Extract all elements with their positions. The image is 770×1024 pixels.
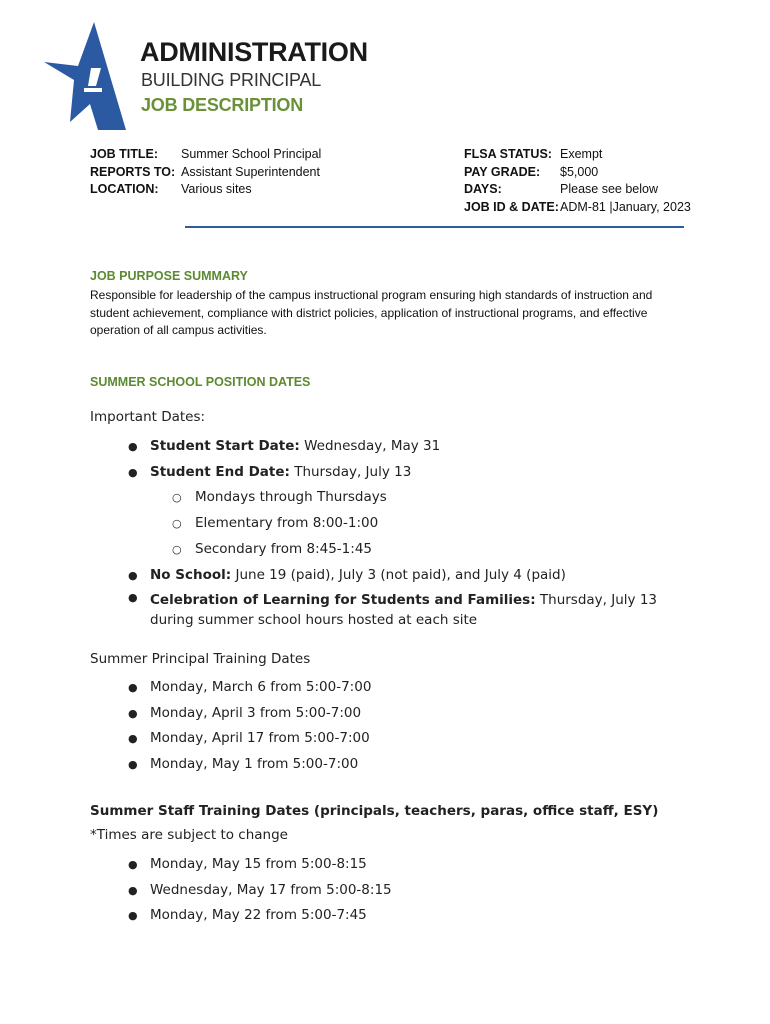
header-title: ADMINISTRATION xyxy=(140,37,368,67)
list-item: ● Monday, March 6 from 5:00-7:00 xyxy=(90,675,690,701)
meta-row-job-title xyxy=(90,146,321,164)
list-item xyxy=(90,563,690,589)
item-value: Wednesday, May 31 xyxy=(299,438,441,454)
meta-value: Summer School Principal xyxy=(181,147,322,161)
list-item: ● Monday, April 17 from 5:00-7:00 xyxy=(90,726,690,752)
principal-training-list xyxy=(90,675,690,778)
list-item: ● Monday, May 15 from 5:00-8:15 xyxy=(90,852,690,878)
position-dates-heading: SUMMER SCHOOL POSITION DATES xyxy=(90,375,311,389)
meta-value: Various sites xyxy=(181,182,252,196)
principal-training-heading: Summer Principal Training Dates xyxy=(90,651,311,667)
meta-value: Assistant Superintendent xyxy=(181,164,320,179)
purpose-text: Responsible for leadership of the campus instructional program ensuring high standards of instruction and student achievement, compliance with district policies, application of instructional programs, and effective operation of all campus activities. xyxy=(90,288,653,337)
star-logo-icon xyxy=(44,22,130,132)
purpose-heading: JOB PURPOSE SUMMARY xyxy=(90,269,248,283)
meta-label: JOB ID & DATE: xyxy=(464,199,559,214)
item-value: Thursday, July 13 during summer school hours hosted at each site xyxy=(150,592,658,628)
list-item: ● Monday, May 1 from 5:00-7:00 xyxy=(90,752,690,778)
meta-label: LOCATION: xyxy=(90,182,159,196)
staff-training-list xyxy=(90,852,690,929)
list-item xyxy=(90,460,690,486)
list-item xyxy=(90,434,690,460)
meta-value: ADM-81 |January, 2023 xyxy=(560,199,691,214)
meta-value: $5,000 xyxy=(560,164,599,179)
list-subitem: ○ Secondary from 8:45-1:45 xyxy=(90,537,690,563)
item-label: No School: xyxy=(150,566,232,583)
item-label: Student Start Date: xyxy=(150,438,300,454)
meta-right-table xyxy=(464,146,691,216)
list-item: ● Wednesday, May 17 from 5:00-8:15 xyxy=(90,878,690,904)
meta-label: PAY GRADE: xyxy=(464,164,541,179)
meta-row-reports-to xyxy=(90,164,321,182)
meta-row-flsa xyxy=(464,146,691,164)
meta-label: JOB TITLE: xyxy=(90,147,159,161)
list-item: ● Monday, April 3 from 5:00-7:00 xyxy=(90,701,690,727)
item-label: Celebration of Learning for Students and Families: xyxy=(150,592,536,609)
item-value: June 19 (paid), July 3 (not paid), and July 4 (paid) xyxy=(231,566,566,583)
important-dates-list xyxy=(90,434,690,630)
meta-row-days xyxy=(464,181,691,199)
meta-value: Please see below xyxy=(560,182,658,196)
list-item xyxy=(90,588,690,630)
staff-training-heading: Summer Staff Training Dates (principals, teachers, paras, office staff, ESY) xyxy=(90,803,659,819)
item-label: Student End Date: xyxy=(150,463,290,480)
important-dates-heading: Important Dates: xyxy=(90,409,206,425)
list-item: ● Monday, May 22 from 5:00-7:45 xyxy=(90,903,690,929)
staff-training-note: *Times are subject to change xyxy=(90,827,288,843)
header-divider xyxy=(185,226,684,228)
meta-value: Exempt xyxy=(560,147,603,161)
header-doc-type: JOB DESCRIPTION xyxy=(141,95,304,115)
meta-label: FLSA STATUS: xyxy=(464,147,552,161)
meta-left-table xyxy=(90,146,321,199)
meta-label: REPORTS TO: xyxy=(90,164,176,179)
item-value: Thursday, July 13 xyxy=(289,463,412,480)
meta-row-pay-grade xyxy=(464,164,691,182)
header-subtitle: BUILDING PRINCIPAL xyxy=(141,70,322,90)
meta-row-job-id xyxy=(464,199,691,217)
meta-row-location xyxy=(90,181,321,199)
list-subitem: ○ Mondays through Thursdays xyxy=(90,485,690,511)
list-subitem: ○ Elementary from 8:00-1:00 xyxy=(90,511,690,537)
meta-label: DAYS: xyxy=(464,182,502,196)
